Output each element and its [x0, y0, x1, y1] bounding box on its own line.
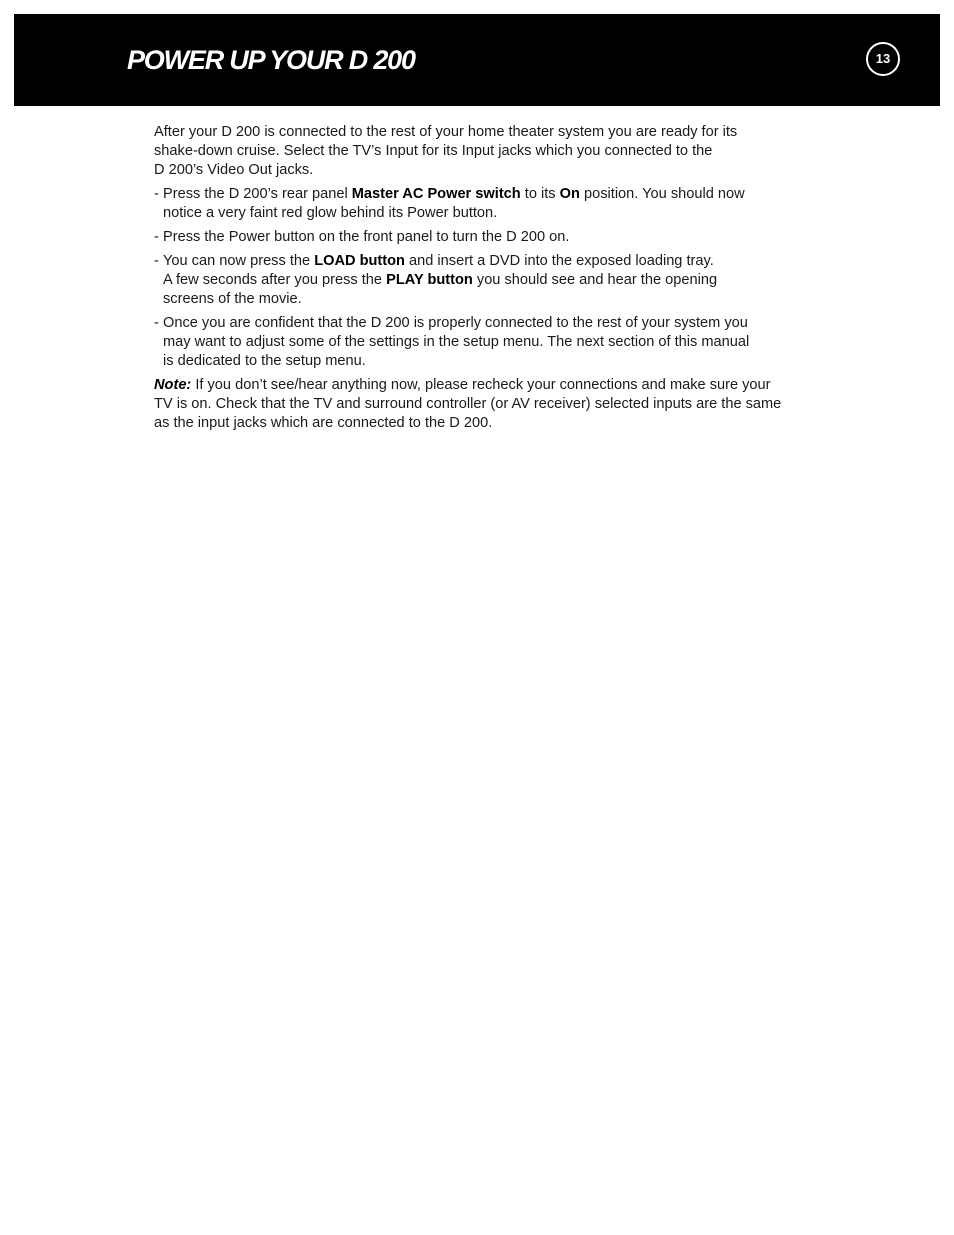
- play-button-term: PLAY button: [386, 272, 473, 289]
- master-power-switch-term: Master AC Power switch: [351, 185, 521, 202]
- note-paragraph: Note: If you don’t see/hear anything now, please recheck your connections and make sure your TV is on. Check that the TV and surround controller (or AV receiver) selected inputs are the same as the input jacks which are connected to the D 200.: [154, 377, 782, 431]
- header-bar: [14, 14, 940, 106]
- intro-line: D 200’s Video Out jacks.: [154, 161, 314, 178]
- steps-list: [154, 185, 830, 371]
- step-power-button: - Press the Power button on the front panel to turn the D 200 on.: [154, 228, 830, 247]
- page-title: POWER UP YOUR D 200: [127, 45, 415, 75]
- on-term: On: [559, 185, 580, 202]
- step-master-power: - Press the D 200’s rear panel Master AC Power switch to its On position. You should now notice a very faint red glow behind its Power button.: [154, 185, 830, 223]
- intro-line: After your D 200 is connected to the rest of your home theater system you are ready for its: [154, 124, 738, 140]
- main-content: [154, 123, 830, 438]
- step-setup-menu: - Once you are confident that the D 200 is properly connected to the rest of your system you may want to adjust some of the settings in the setup menu. The next section of this manual is dedicated to the setup menu.: [154, 314, 830, 370]
- intro-line: shake-down cruise. Select the TV’s Input for its Input jacks which you connected to the: [154, 142, 713, 159]
- load-button-term: LOAD button: [314, 253, 405, 270]
- note-label: Note:: [154, 377, 192, 394]
- intro-paragraph: [154, 123, 830, 179]
- page-number-badge: 13: [866, 42, 900, 76]
- step-load-play: - You can now press the LOAD button and insert a DVD into the exposed loading tray. A few seconds after you press the PLAY button you should see and hear the opening screens of the movie.: [154, 252, 830, 308]
